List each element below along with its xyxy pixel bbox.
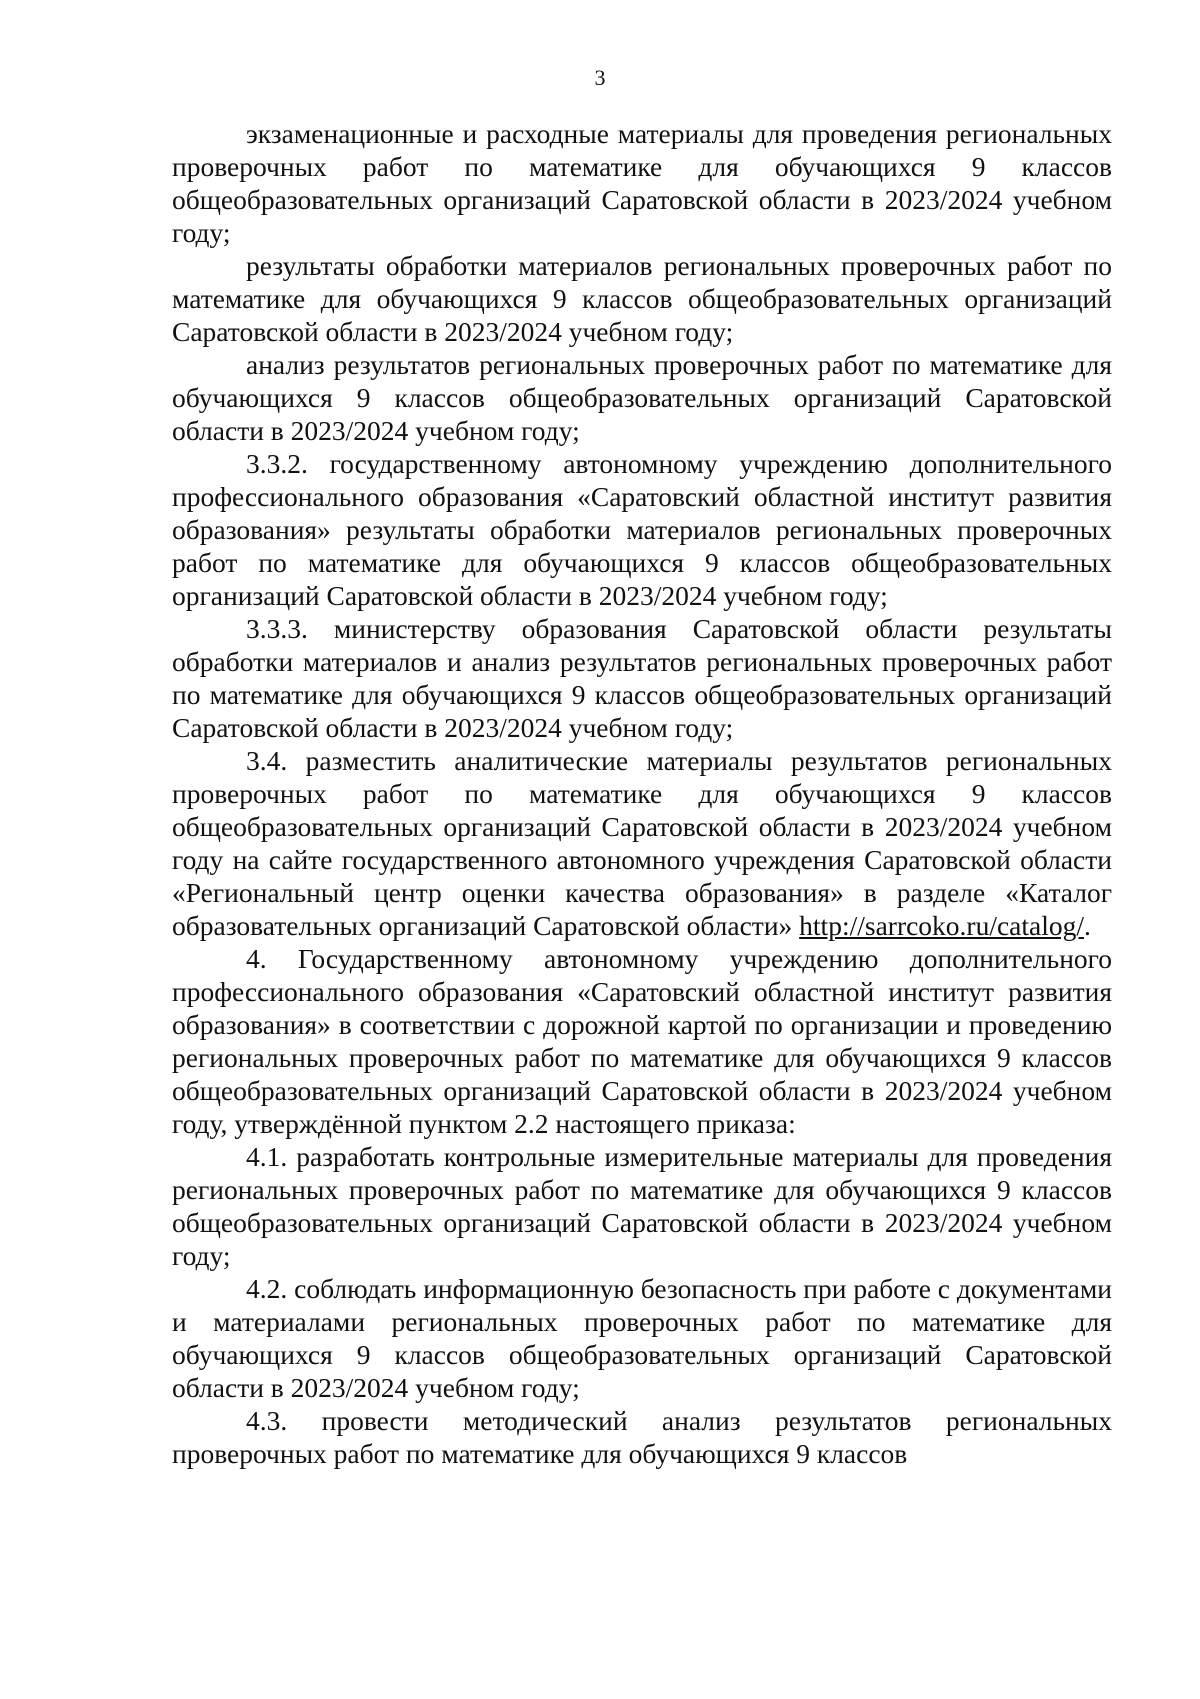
- paragraph-analysis: анализ результатов региональных проверочных работ по математике для обучающихся 9 классов общеобразовательных организаций Саратовской области в 2023/2024 учебном году;: [172, 349, 1112, 446]
- page-number: 3: [594, 65, 606, 90]
- paragraph-results: результаты обработки материалов региональных проверочных работ по математике для обучающихся 9 классов общеобразовательных организаций Саратовской области в 2023/2024 учебном году;: [172, 250, 1112, 347]
- paragraph-4-3: 4.3. провести методический анализ результатов региональных проверочных работ по математике для обучающихся 9 классов: [172, 1405, 1112, 1469]
- paragraph-3-4-text: 3.4. разместить аналитические материалы результатов региональных проверочных работ по математике для обучающихся 9 классов общеобразовательных организаций Саратовской области в 2023/2024 учебном году на сайте государственного автономного учреждения Саратовской области «Региональный центр оценки качества образования» в разделе «Каталог образовательных организаций Саратовской области»: [172, 745, 1112, 941]
- paragraph-4: 4. Государственному автономному учреждению дополнительного профессионального образования «Саратовский областной институт развития образования» в соответствии с дорожной картой по организации и проведению региональных проверочных работ по математике для обучающихся 9 классов общеобразовательных организаций Саратовской области в 2023/2024 учебном году, утверждённой пунктом 2.2 настоящего приказа:: [172, 943, 1112, 1139]
- link-trailing-period: .: [1084, 910, 1091, 941]
- document-body: [172, 117, 1112, 1470]
- paragraph-4-2: 4.2. соблюдать информационную безопасность при работе с документами и материалами региональных проверочных работ по математике для обучающихся 9 классов общеобразовательных организаций Саратовской области в 2023/2024 учебном году;: [172, 1273, 1112, 1403]
- paragraph-3-3-2: 3.3.2. государственному автономному учреждению дополнительного профессионального образования «Саратовский областной институт развития образования» результаты обработки материалов региональных проверочных работ по математике для обучающихся 9 классов общеобразовательных организаций Саратовской области в 2023/2024 учебном году;: [172, 448, 1112, 611]
- paragraph-3-4: [172, 744, 1112, 942]
- catalog-link[interactable]: http://sarrcoko.ru/catalog/: [799, 910, 1085, 941]
- paragraph-4-1: 4.1. разработать контрольные измерительные материалы для проведения региональных проверочных работ по математике для обучающихся 9 классов общеобразовательных организаций Саратовской области в 2023/2024 учебном году;: [172, 1141, 1112, 1271]
- paragraph-3-3-3: 3.3.3. министерству образования Саратовской области результаты обработки материалов и анализ результатов региональных проверочных работ по математике для обучающихся 9 классов общеобразовательных организаций Саратовской области в 2023/2024 учебном году;: [172, 613, 1112, 743]
- paragraph-materials: экзаменационные и расходные материалы для проведения региональных проверочных работ по математике для обучающихся 9 классов общеобразовательных организаций Саратовской области в 2023/2024 учебном году;: [172, 118, 1112, 248]
